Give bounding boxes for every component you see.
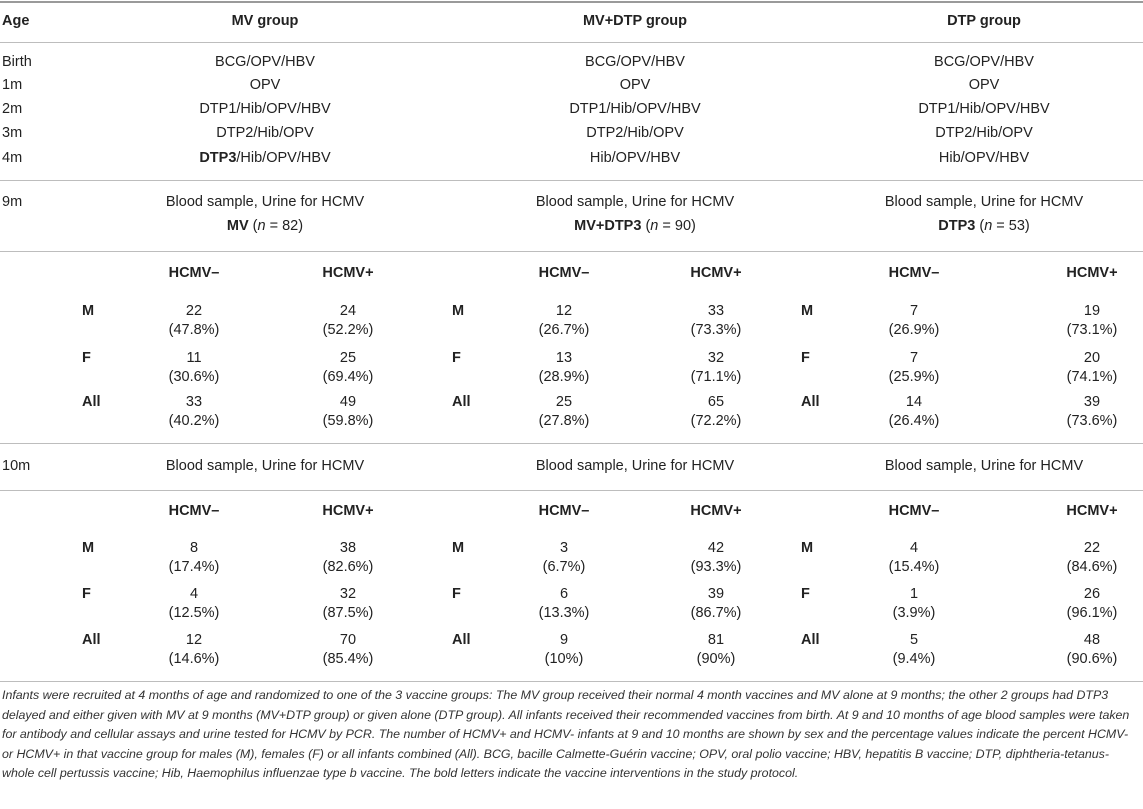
group-n-dtp: DTP3 (n = 53) [938, 218, 1030, 234]
hcmv-pos-count: 32 [707, 350, 725, 366]
bottom-rule [0, 681, 1143, 682]
header-dtp-group: DTP group [947, 13, 1021, 29]
hcmv-pos-percent: (69.4%) [322, 369, 374, 385]
row-label: F [801, 350, 810, 366]
schedule-cell-mv-dtp: OPV [619, 77, 651, 93]
header-age: Age [2, 13, 30, 29]
hcmv-pos-percent: (90.6%) [1066, 651, 1118, 667]
hcmv-neg-count: 1 [909, 586, 919, 602]
section-rule-10m [0, 443, 1143, 444]
schedule-cell-dtp: OPV [968, 77, 1000, 93]
age-label: 1m [2, 77, 23, 93]
row-label: M [452, 540, 465, 556]
schedule-cell-mv: OPV [249, 77, 281, 93]
row-label: M [82, 303, 95, 319]
schedule-cell-mv: DTP3/Hib/OPV/HBV [199, 150, 331, 166]
hcmv-pos-percent: (87.5%) [322, 605, 374, 621]
hcmv-neg-count: 33 [185, 394, 203, 410]
hcmv-neg-percent: (30.6%) [168, 369, 220, 385]
row-label: F [82, 350, 91, 366]
col-hcmv-neg: HCMV– [538, 503, 590, 519]
schedule-cell-dtp: DTP1/Hib/OPV/HBV [918, 101, 1050, 117]
table-footnote: Infants were recruited at 4 months of age and randomized to one of the 3 vaccine groups: The MV group received their normal 4 month vaccines and MV alone at 9 months; the other 2 groups had DTP3 delayed and either given with MV at 9 months (MV+DTP group) or given alone (DTP group). All infants received their recommended vaccines from birth. At 9 and 10 months of age blood samples were taken for antibody and cellular assays and urine tested for HCMV by PCR. The number of HCMV+ and HCMV- infants at 9 and 10 months are shown by sex and the percentage values indicate the percent HCMV- or HCMV+ in that vaccine group for males (M), females (F) or all infants combined (All). BCG, bacille Calmette-Guérin vaccine; OPV, oral polio vaccine; HBV, hepatitis B vaccine; DTP, diphtheria-tetanus-whole cell pertussis vaccine; Hib, Haemophilus influenzae type b vaccine. The bold letters indicate the vaccine interventions in the study protocol. [2, 688, 1130, 781]
hcmv-neg-count: 25 [555, 394, 573, 410]
row-label: F [82, 586, 91, 602]
row-label: F [452, 350, 461, 366]
hcmv-pos-percent: (71.1%) [690, 369, 742, 385]
hcmv-neg-count: 9 [559, 632, 569, 648]
col-hcmv-neg: HCMV– [888, 265, 940, 281]
hcmv-neg-count: 3 [559, 540, 569, 556]
hcmv-pos-count: 24 [339, 303, 357, 319]
schedule-cell-dtp: BCG/OPV/HBV [934, 54, 1034, 70]
hcmv-pos-percent: (72.2%) [690, 413, 742, 429]
hcmv-neg-count: 22 [185, 303, 203, 319]
hcmv-neg-percent: (3.9%) [892, 605, 936, 621]
col-hcmv-pos: HCMV+ [690, 503, 742, 519]
row-label: All [82, 394, 101, 410]
hcmv-pos-count: 81 [707, 632, 725, 648]
col-hcmv-pos: HCMV+ [690, 265, 742, 281]
schedule-cell-mv: BCG/OPV/HBV [215, 54, 315, 70]
hcmv-pos-count: 70 [339, 632, 357, 648]
row-label: F [801, 586, 810, 602]
hcmv-pos-count: 25 [339, 350, 357, 366]
sample-label-dtp: Blood sample, Urine for HCMV [884, 458, 1084, 474]
hcmv-pos-percent: (73.3%) [690, 322, 742, 338]
hcmv-pos-percent: (74.1%) [1066, 369, 1118, 385]
row-label: M [82, 540, 95, 556]
col-hcmv-pos: HCMV+ [322, 265, 374, 281]
header-rule [0, 42, 1143, 43]
schedule-cell-mv: DTP2/Hib/OPV [216, 125, 314, 141]
hcmv-neg-percent: (12.5%) [168, 605, 220, 621]
col-hcmv-pos: HCMV+ [322, 503, 374, 519]
top-rule [0, 1, 1143, 3]
hcmv-pos-percent: (73.6%) [1066, 413, 1118, 429]
hcmv-pos-percent: (96.1%) [1066, 605, 1118, 621]
hcmv-pos-count: 38 [339, 540, 357, 556]
age-label: 2m [2, 101, 23, 117]
col-hcmv-neg: HCMV– [538, 265, 590, 281]
hcmv-neg-count: 7 [909, 303, 919, 319]
row-label: All [82, 632, 101, 648]
subsection-rule-9m [0, 251, 1143, 252]
row-label: M [801, 540, 814, 556]
hcmv-pos-count: 42 [707, 540, 725, 556]
sample-label-mv: Blood sample, Urine for HCMV [165, 458, 365, 474]
schedule-cell-dtp: DTP2/Hib/OPV [935, 125, 1033, 141]
group-n-mv: MV (n = 82) [226, 218, 304, 234]
hcmv-pos-count: 22 [1083, 540, 1101, 556]
hcmv-neg-percent: (10%) [544, 651, 584, 667]
hcmv-neg-percent: (26.4%) [888, 413, 940, 429]
sample-label-dtp: Blood sample, Urine for HCMV [884, 194, 1084, 210]
hcmv-neg-percent: (28.9%) [538, 369, 590, 385]
sample-label-mv-dtp: Blood sample, Urine for HCMV [535, 458, 735, 474]
col-hcmv-pos: HCMV+ [1066, 503, 1118, 519]
hcmv-pos-count: 39 [1083, 394, 1101, 410]
hcmv-neg-percent: (27.8%) [538, 413, 590, 429]
hcmv-pos-percent: (85.4%) [322, 651, 374, 667]
hcmv-neg-count: 4 [189, 586, 199, 602]
col-hcmv-neg: HCMV– [168, 503, 220, 519]
hcmv-neg-percent: (47.8%) [168, 322, 220, 338]
col-hcmv-pos: HCMV+ [1066, 265, 1118, 281]
hcmv-pos-count: 26 [1083, 586, 1101, 602]
hcmv-pos-count: 19 [1083, 303, 1101, 319]
hcmv-neg-percent: (17.4%) [168, 559, 220, 575]
sample-label-mv: Blood sample, Urine for HCMV [165, 194, 365, 210]
hcmv-neg-percent: (26.7%) [538, 322, 590, 338]
schedule-cell-mv-dtp: Hib/OPV/HBV [589, 150, 681, 166]
hcmv-neg-count: 6 [559, 586, 569, 602]
hcmv-neg-percent: (25.9%) [888, 369, 940, 385]
header-mv-dtp-group: MV+DTP group [582, 13, 688, 29]
schedule-cell-mv: DTP1/Hib/OPV/HBV [199, 101, 331, 117]
col-hcmv-neg: HCMV– [888, 503, 940, 519]
age-label: Birth [2, 54, 32, 70]
hcmv-neg-count: 5 [909, 632, 919, 648]
hcmv-pos-count: 39 [707, 586, 725, 602]
hcmv-neg-percent: (40.2%) [168, 413, 220, 429]
subsection-rule-10m [0, 490, 1143, 491]
hcmv-neg-count: 12 [185, 632, 203, 648]
hcmv-pos-percent: (52.2%) [322, 322, 374, 338]
hcmv-neg-percent: (13.3%) [538, 605, 590, 621]
hcmv-pos-percent: (86.7%) [690, 605, 742, 621]
schedule-cell-mv-dtp: BCG/OPV/HBV [585, 54, 685, 70]
group-n-mv-dtp: MV+DTP3 (n = 90) [574, 218, 696, 234]
schedule-cell-mv-dtp: DTP2/Hib/OPV [586, 125, 684, 141]
hcmv-pos-percent: (93.3%) [690, 559, 742, 575]
hcmv-neg-percent: (9.4%) [892, 651, 936, 667]
hcmv-neg-percent: (6.7%) [542, 559, 586, 575]
hcmv-pos-count: 65 [707, 394, 725, 410]
hcmv-neg-count: 12 [555, 303, 573, 319]
schedule-cell-dtp: Hib/OPV/HBV [938, 150, 1030, 166]
age-label: 4m [2, 150, 23, 166]
hcmv-neg-count: 11 [186, 350, 202, 366]
hcmv-pos-percent: (59.8%) [322, 413, 374, 429]
hcmv-pos-count: 20 [1083, 350, 1101, 366]
age-10m: 10m [2, 458, 31, 474]
row-label: M [801, 303, 814, 319]
hcmv-neg-count: 8 [189, 540, 199, 556]
row-label: All [452, 394, 471, 410]
hcmv-neg-percent: (26.9%) [888, 322, 940, 338]
row-label: F [452, 586, 461, 602]
col-hcmv-neg: HCMV– [168, 265, 220, 281]
hcmv-neg-count: 13 [555, 350, 573, 366]
hcmv-pos-percent: (84.6%) [1066, 559, 1118, 575]
row-label: M [452, 303, 465, 319]
hcmv-pos-count: 49 [339, 394, 357, 410]
hcmv-pos-count: 33 [707, 303, 725, 319]
hcmv-neg-count: 4 [909, 540, 919, 556]
row-label: All [801, 632, 820, 648]
row-label: All [801, 394, 820, 410]
section-rule-9m [0, 180, 1143, 181]
hcmv-neg-percent: (15.4%) [888, 559, 940, 575]
schedule-cell-mv-dtp: DTP1/Hib/OPV/HBV [569, 101, 701, 117]
hcmv-pos-percent: (82.6%) [322, 559, 374, 575]
hcmv-pos-count: 32 [339, 586, 357, 602]
sample-label-mv-dtp: Blood sample, Urine for HCMV [535, 194, 735, 210]
age-label: 3m [2, 125, 23, 141]
hcmv-pos-percent: (90%) [696, 651, 736, 667]
hcmv-pos-count: 48 [1083, 632, 1101, 648]
hcmv-neg-count: 7 [909, 350, 919, 366]
row-label: All [452, 632, 471, 648]
age-9m: 9m [2, 194, 23, 210]
header-mv-group: MV group [231, 13, 299, 29]
hcmv-neg-count: 14 [905, 394, 923, 410]
hcmv-neg-percent: (14.6%) [168, 651, 220, 667]
hcmv-pos-percent: (73.1%) [1066, 322, 1118, 338]
